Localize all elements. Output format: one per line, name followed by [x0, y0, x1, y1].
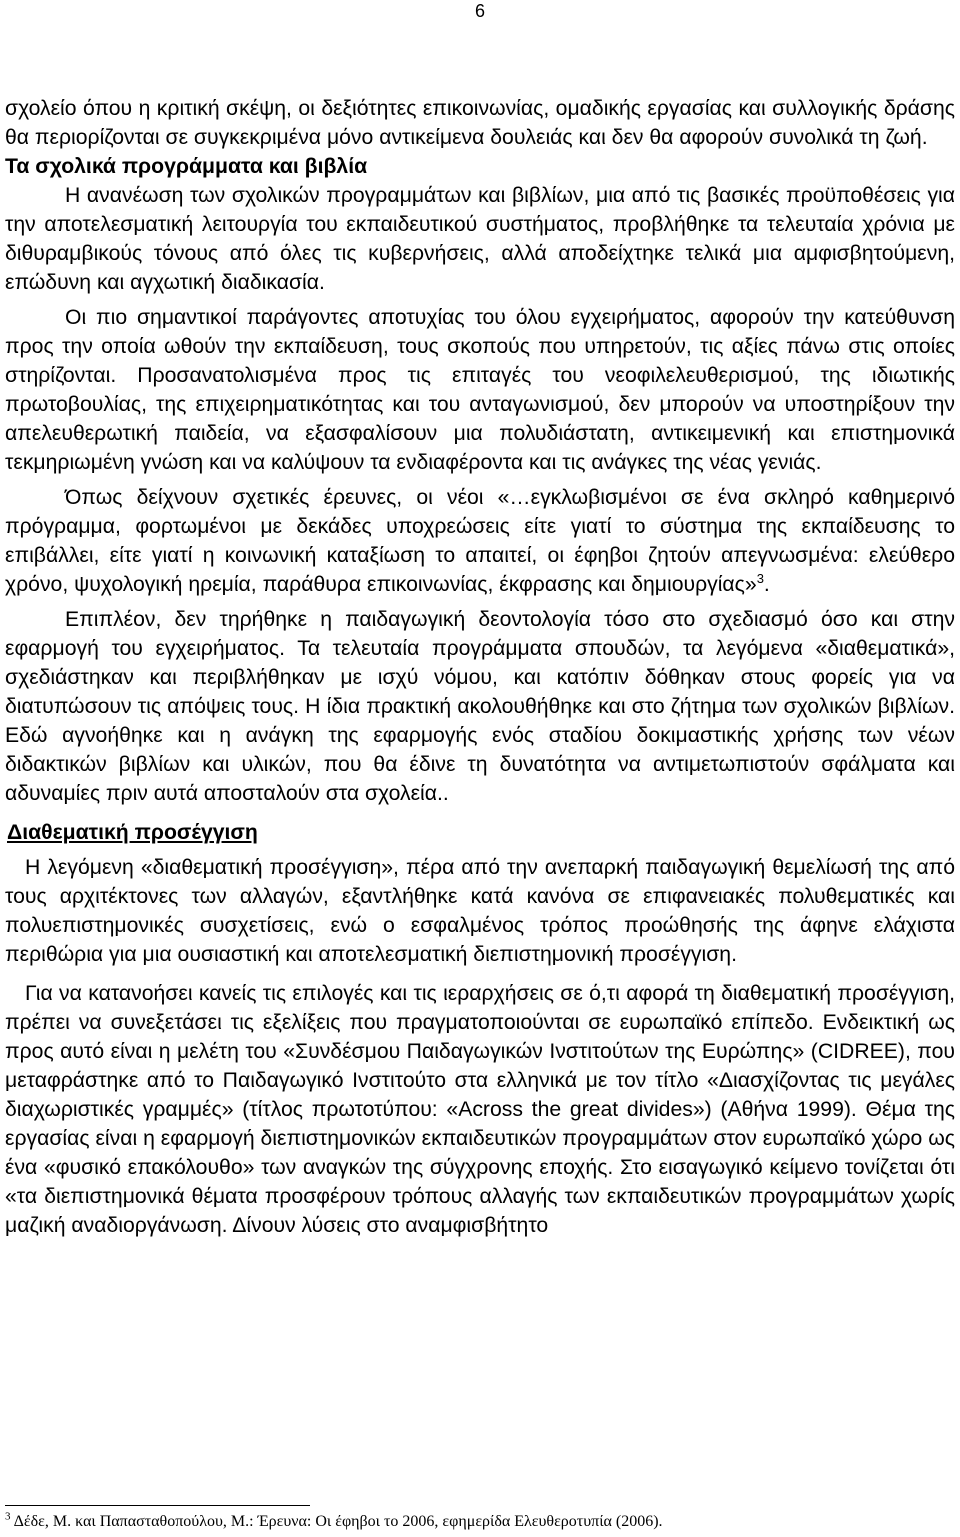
footnote-separator	[5, 1505, 310, 1506]
footnote-reference: 3	[756, 570, 764, 586]
paragraph-european-context: Για να κατανοήσει κανείς τις επιλογές και τις ιεραρχήσεις σε ό,τι αφορά τη διαθεματική προσέγγιση, πρέπει να συνεξετάσει τις εξελίξεις που πραγματοποιούνται σε ευρωπαϊκό επίπεδο. Ενδεικτική ως προς αυτό είναι η μελέτη του «Συνδέσμου Παιδαγωγικών Ινστιτούτων της Ευρώπης» (CIDREE), που μεταφράστηκε από το Παιδαγωγικό Ινστιτούτο στα ελληνικά με τον τίτλο «Διασχίζοντας τις μεγάλες διαχωριστικές γραμμές» (τίτλος πρωτοτύπου: «Across the great divides») (Αθήνα 1999). Θέμα της εργασίας είναι η εφαρμογή διεπιστημονικών εκπαιδευτικών προγραμμάτων στον ευρωπαϊκό χώρο ως ένα «φυσικό επακόλουθο» των αναγκών της σύγχρονης εποχής. Στο εισαγωγικό κείμενο τονίζεται ότι «τα διεπιστημονικά θέματα προσφέρουν τρόπους αλλαγής των εκπαιδευτικών προγραμμάτων χωρίς μαζική αναδιοργάνωση. Δίνουν λύσεις στο αναμφισβήτητο	[5, 982, 955, 1237]
paragraph-failure-factors: Οι πιο σημαντικοί παράγοντες αποτυχίας του όλου εγχειρήματος, αφορούν την κατεύθυνση προς την οποία ωθούν την εκπαίδευση, τους σκοπούς που υπηρετούν, τις αξίες πάνω στις οποίες στηρίζονται. Προσανατολισμένα προς τις επιταγές του νεοφιλελευθερισμού, της ιδιωτικής πρωτοβουλίας, της επιχειρηματικότητας και του ανταγωνισμού, δεν μπορούν να υποστηρίξουν την απελευθερωτική παιδεία, να εξασφαλίσουν μια πολυδιάστατη, αντικειμενική και επιστημονικά τεκμηριωμένη γνώση και να καλύψουν τα ενδιαφέροντα και τις ανάγκες της νέας γενιάς.	[5, 306, 955, 474]
document-body	[5, 94, 955, 1240]
paragraph-research-end: .	[763, 573, 770, 596]
section-heading-cross-thematic: Διαθεματική προσέγγιση	[7, 821, 258, 844]
footnote	[5, 1512, 955, 1532]
page-number: 6	[474, 1, 485, 21]
paragraph-intro-continuation: σχολείο όπου η κριτική σκέψη, οι δεξιότητες επικοινωνίας, ομαδικής εργασίας και συλλογικής δράσης θα περιορίζονται σε συγκεκριμένα μόνο αντικείμενα δουλειάς και δεν θα αφορούν συνολικά τη ζωή.	[5, 97, 955, 149]
footnote-marker: 3	[5, 1510, 11, 1523]
footnote-text: Δέδε, Μ. και Παπασταθοπούλου, Μ.: Έρευνα: Οι έφηβοι το 2006, εφημερίδα Ελευθεροτυπία (2006).	[10, 1513, 663, 1530]
section-heading-curricula: Τα σχολικά προγράμματα και βιβλία	[5, 155, 368, 178]
paragraph-pedagogical-ethics: Επιπλέον, δεν τηρήθηκε η παιδαγωγική δεοντολογία τόσο στο σχεδιασμό όσο και στην εφαρμογή του εγχειρήματος. Τα τελευταία προγράμματα σπουδών, τα λεγόμενα «διαθεματικά», σχεδιάστηκαν και περιβλήθηκαν με ισχύ νόμου, και κατόπιν δόθηκαν στους φορείς για να διατυπώσουν τις απόψεις τους. Η ίδια πρακτική ακολουθήθηκε και στο ζήτημα των σχολικών βιβλίων. Εδώ αγνοήθηκε και η ανάγκη της εφαρμογής ενός σταδίου δοκιμαστικής χρήσης των νέων διδακτικών βιβλίων και υλικών, που θα έδινε τη δυνατότητα να αντιμετωπιστούν σφάλματα και αδυναμίες πριν αυτά αποσταλούν στα σχολεία..	[5, 608, 955, 805]
paragraph-research-findings	[5, 483, 955, 599]
paragraph-cross-thematic-approach: Η λεγόμενη «διαθεματική προσέγγιση», πέρα από την ανεπαρκή παιδαγωγική θεμελίωσή της από τους αρχιτέκτονες των αλλαγών, εξαντλήθηκε κατά κανόνα σε επιφανειακές πολυθεματικές και πολυεπιστημονικές συσχετίσεις, ενώ ο εσφαλμένος τρόπος προώθησής της άφηνε ελάχιστα περιθώρια για μια ουσιαστική και αποτελεσματική διεπιστημονική προσέγγιση.	[5, 856, 955, 966]
paragraph-curricula-renewal: Η ανανέωση των σχολικών προγραμμάτων και βιβλίων, μια από τις βασικές προϋποθέσεις για την αποτελεσματική λειτουργία του εκπαιδευτικού συστήματος, προβλήθηκε τα τελευταία χρόνια με διθυραμβικούς τόνους από όλες τις κυβερνήσεις, αλλά αποδείχτηκε τελικά μια αμφισβητούμενη, επώδυνη και αγχωτική διαδικασία.	[5, 184, 955, 294]
paragraph-research-text: Όπως δείχνουν σχετικές έρευνες, οι νέοι «…εγκλωβισμένοι σε ένα σκληρό καθημερινό πρόγραμμα, φορτωμένοι με δεκάδες υποχρεώσεις είτε γιατί το σύστημα της εκπαίδευσης το επιβάλλει, είτε γιατί η κοινωνική καταξίωση το απαιτεί, οι έφηβοι ζητούν απεγνωσμένα: ελεύθερο χρόνο, ψυχολογική ηρεμία, παράθυρα επικοινωνίας, έκφρασης και δημιουργίας»	[5, 486, 955, 596]
